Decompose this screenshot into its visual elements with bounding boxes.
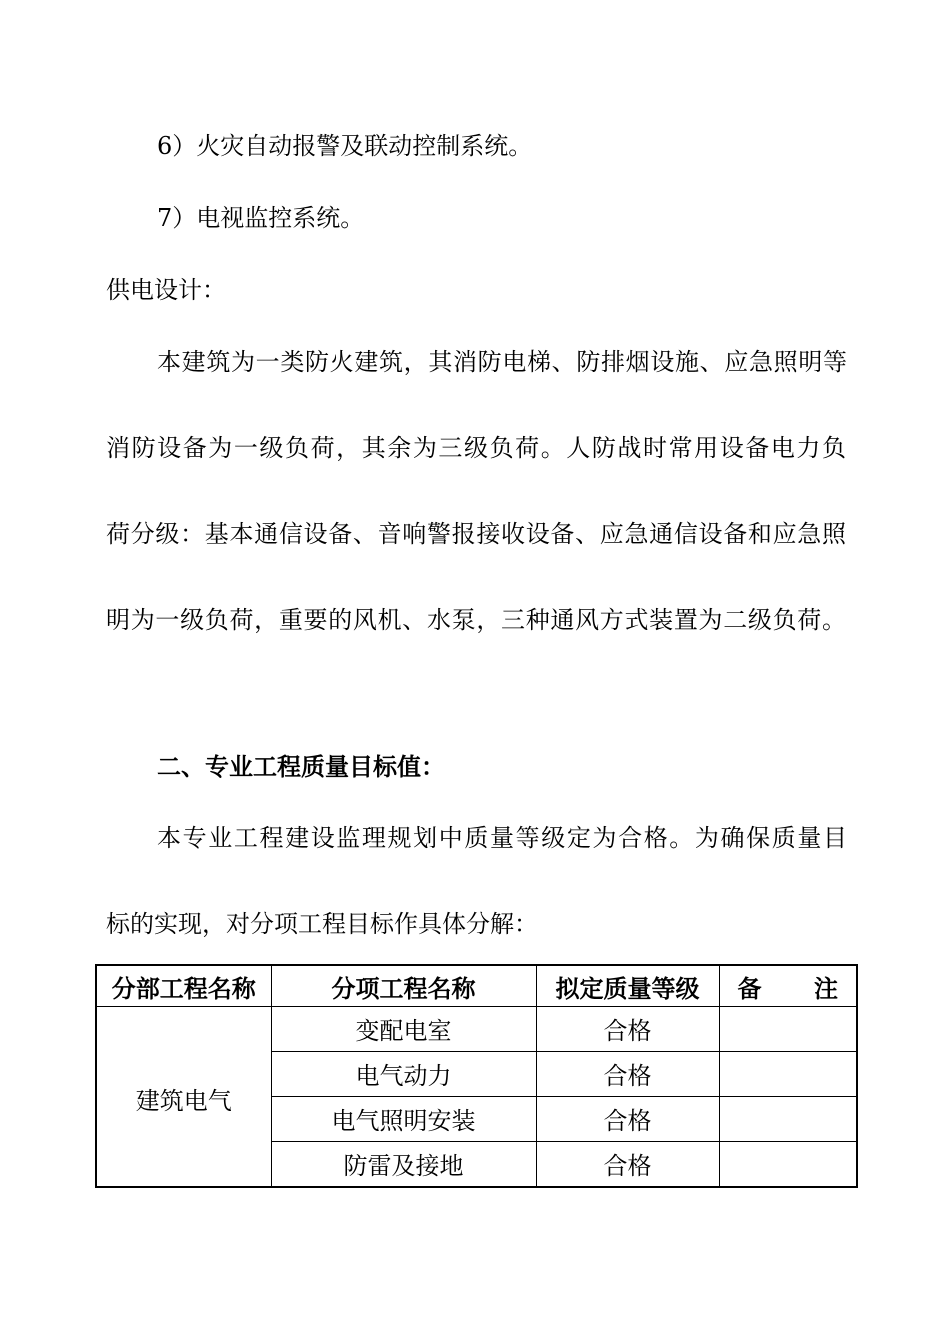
header-note <box>719 965 857 1007</box>
item-cell: 电气照明安装 <box>271 1097 536 1142</box>
note-cell <box>719 1142 857 1188</box>
power-paragraph-line-4: 明为一级负荷，重要的风机、水泵，三种通风方式装置为二级负荷。 <box>106 606 846 634</box>
section-2-heading: 二、专业工程质量目标值： <box>157 752 445 781</box>
header-note-part-1: 备 <box>737 973 762 1003</box>
item-cell: 防雷及接地 <box>271 1142 536 1188</box>
section-2-line-1: 本专业工程建设监理规划中质量等级定为合格。为确保质量目 <box>157 824 847 852</box>
header-item: 分项工程名称 <box>271 965 536 1007</box>
item-cell: 变配电室 <box>271 1007 536 1052</box>
grade-cell: 合格 <box>536 1007 719 1052</box>
note-cell <box>719 1052 857 1097</box>
power-paragraph-line-1: 本建筑为一类防火建筑，其消防电梯、防排烟设施、应急照明等 <box>157 348 847 376</box>
list-item-7: 7）电视监控系统。 <box>157 204 365 232</box>
header-division: 分部工程名称 <box>96 965 271 1007</box>
header-grade: 拟定质量等级 <box>536 965 719 1007</box>
list-item-6: 6）火灾自动报警及联动控制系统。 <box>157 132 533 160</box>
grade-cell: 合格 <box>536 1097 719 1142</box>
division-cell: 建筑电气 <box>96 1007 271 1188</box>
power-paragraph-line-3: 荷分级：基本通信设备、音响警报接收设备、应急通信设备和应急照 <box>106 520 846 548</box>
header-note-part-2: 注 <box>814 973 838 1003</box>
table-header-row <box>96 965 857 1007</box>
quality-target-table <box>95 964 858 1188</box>
note-cell <box>719 1097 857 1142</box>
section-2-line-2: 标的实现，对分项工程目标作具体分解： <box>106 910 538 938</box>
grade-cell: 合格 <box>536 1142 719 1188</box>
note-cell <box>719 1007 857 1052</box>
power-design-heading: 供电设计： <box>106 276 226 304</box>
power-paragraph-line-2: 消防设备为一级负荷，其余为三级负荷。人防战时常用设备电力负 <box>106 434 846 462</box>
item-cell: 电气动力 <box>271 1052 536 1097</box>
grade-cell: 合格 <box>536 1052 719 1097</box>
table-row <box>96 1007 857 1052</box>
